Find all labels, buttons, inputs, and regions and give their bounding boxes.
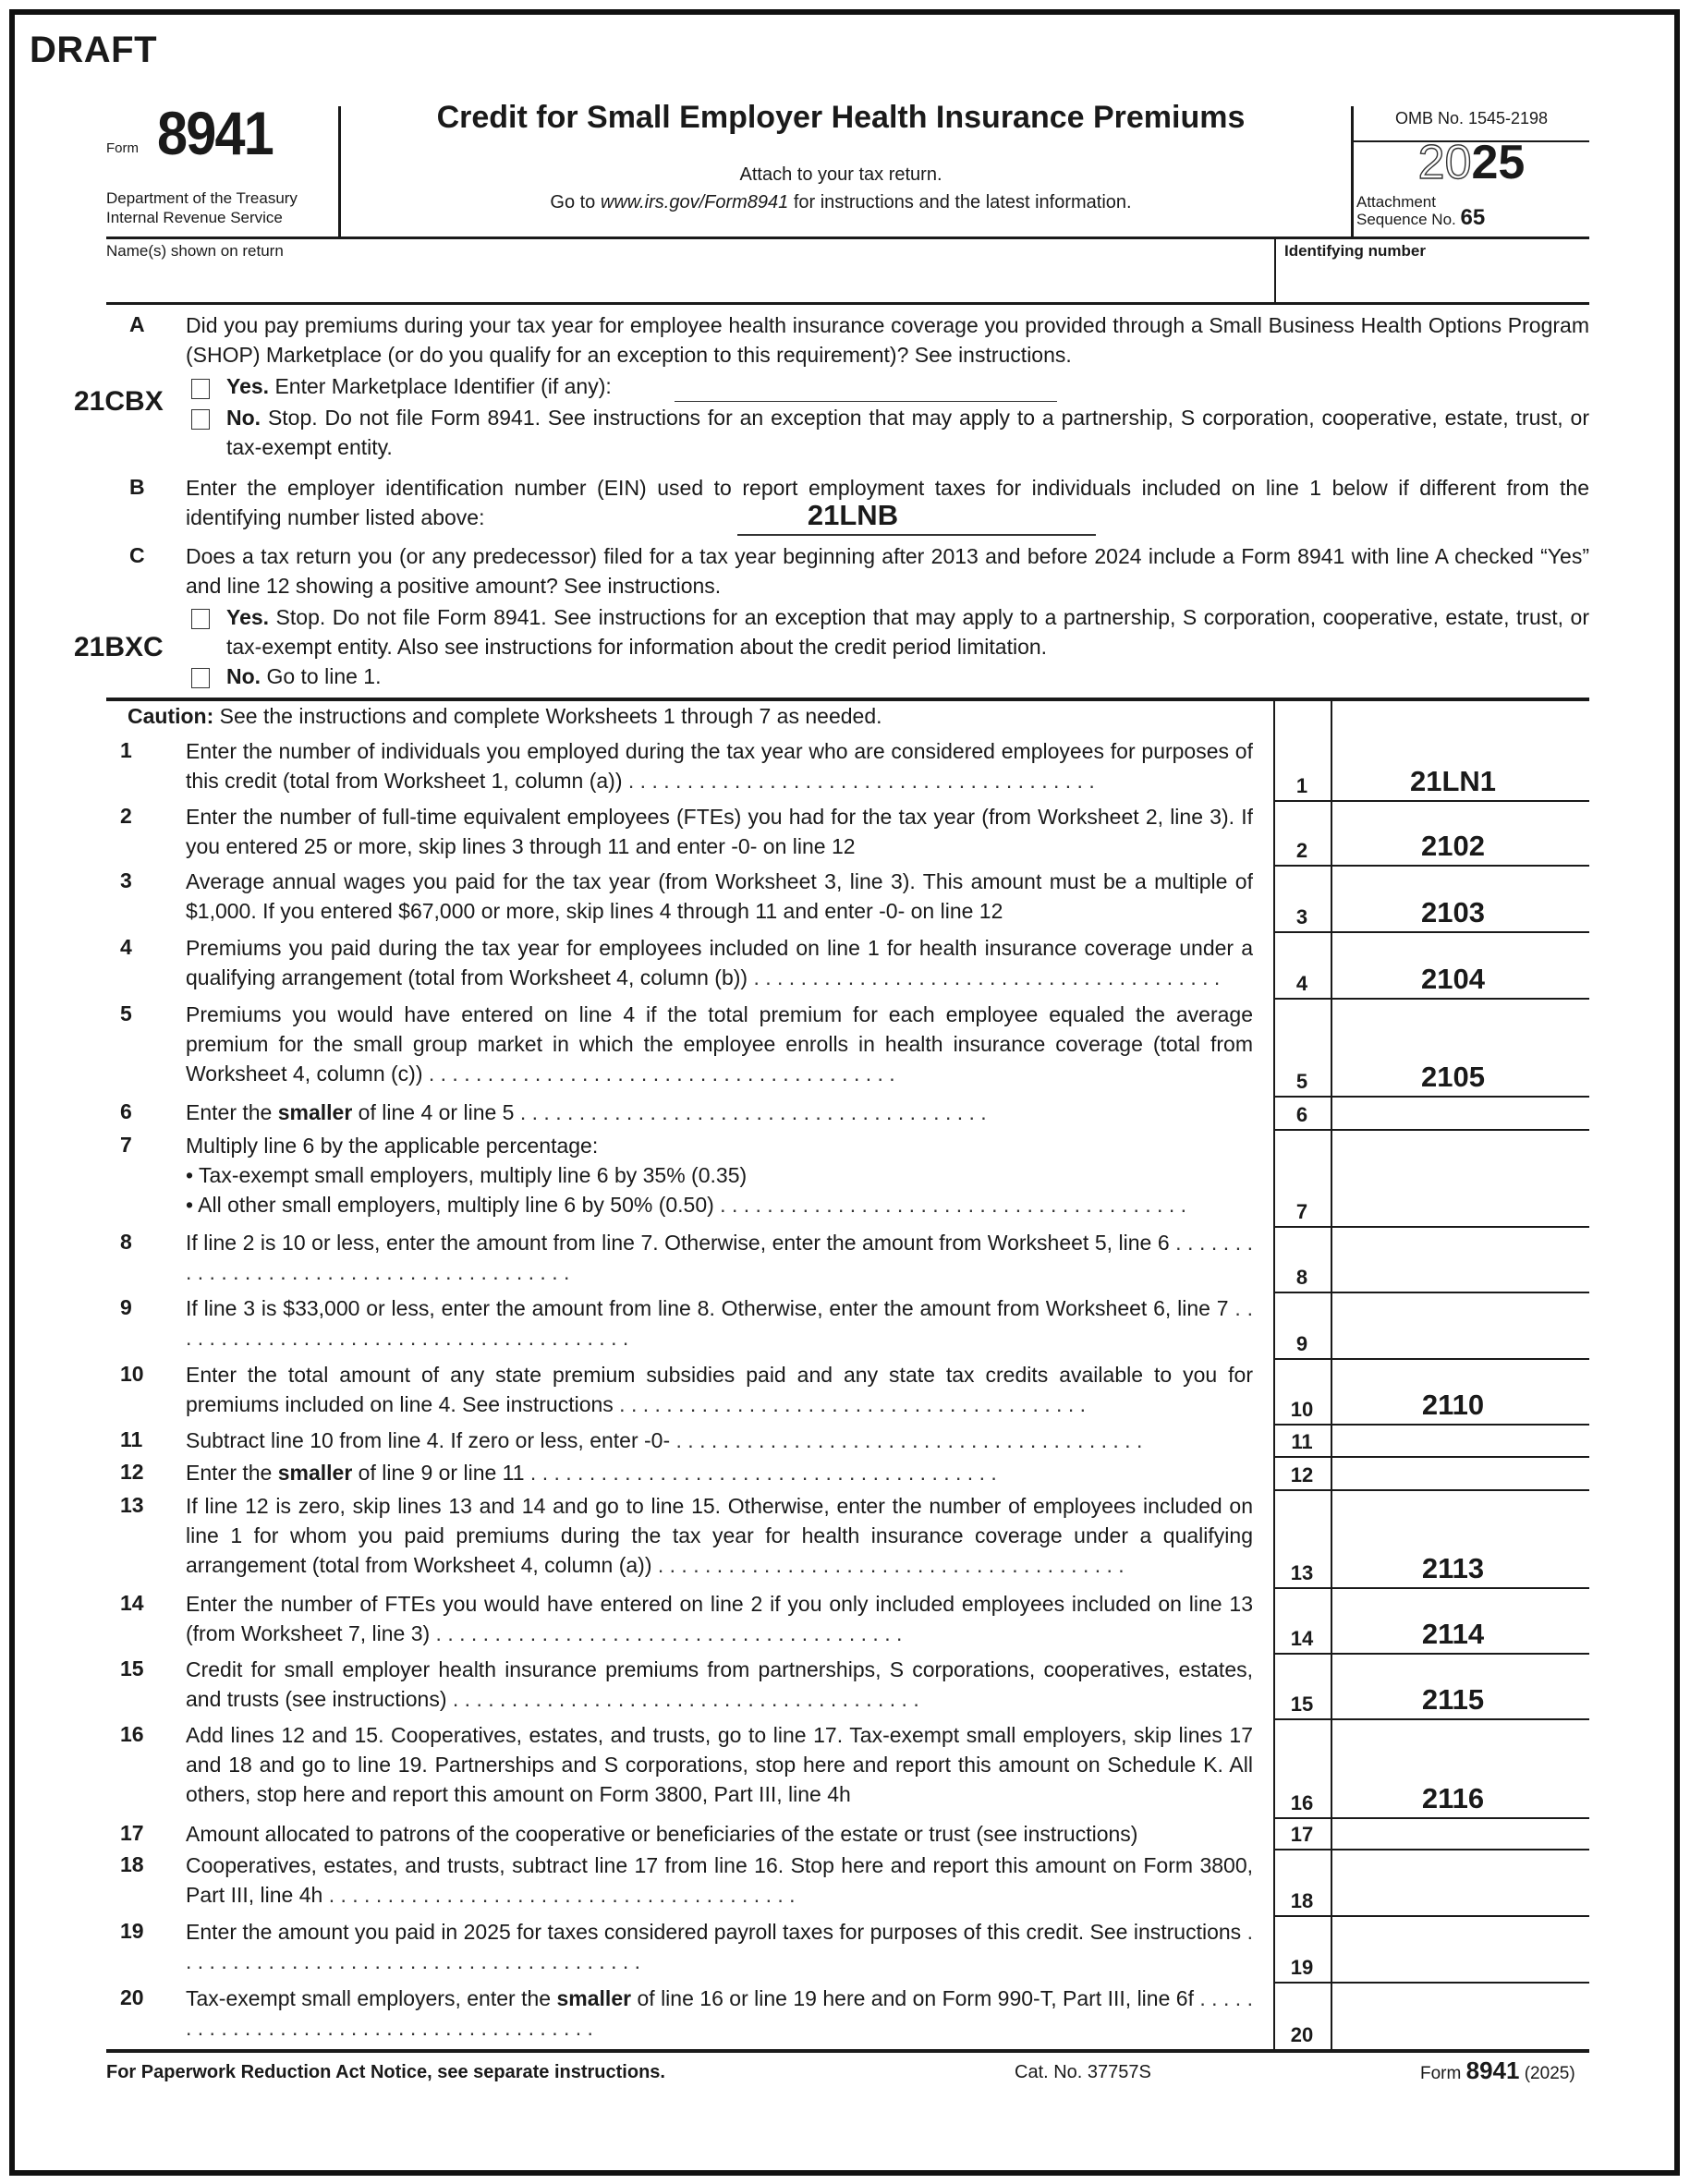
question-c-no-label: No. [226,664,261,688]
header-divider-left [338,106,341,237]
identifying-number-label: Identifying number [1284,242,1426,260]
line-box-number: 1 [1295,774,1308,797]
line-box-number: 5 [1295,1070,1308,1093]
line-description [186,1819,1253,1849]
line-bullet: • Tax-exempt small employers, multiply line 6 by 35% (0.35) [186,1163,748,1187]
leader-dots: . . . . . . . . . . . . . . . . . . . . . . . . . . . . . . . . . . . . . . . . [713,1193,1187,1217]
form-subtitle-instructions [351,192,1331,213]
section-top-rule [106,698,1589,701]
sequence-number: 65 [1460,205,1486,230]
question-a-no [226,403,1589,462]
leader-dots: . . . . . . . . . . . . . . . . . . . . . . . . . . . . . . . . . . . . . . . . [613,1392,1087,1416]
form-label: Form [106,140,139,156]
line-row-rule [1273,1456,1589,1458]
question-a-no-label: No. [226,406,261,430]
marketplace-identifier-input[interactable] [675,373,1057,402]
line-text: Credit for small employer health insurance premiums from partnerships, S corporations, cooperatives, estates, and trusts (see instructions) [186,1657,1253,1711]
leader-dots: . . . . . . . . . . . . . . . . . . . . . . . . . . . . . . . . . . . . . . . . [186,1296,1253,1350]
line-text-pre: Enter the [186,1100,278,1124]
leader-dots: . . . . . . . . . . . . . . . . . . . . . . . . . . . . . . . . . . . . . . . . [186,1920,1253,1973]
line-description [186,1458,1253,1489]
question-c-text: Does a tax return you (or any predecessor) filed for a tax year beginning after 2013 and before 2024 include a Form 8941 with line A checked “Yes” and line 12 showing a positive amount? See instructions. [186,544,1589,598]
line-row-rule [1273,998,1589,1000]
question-b-letter: B [129,475,145,499]
line-number: 13 [120,1493,144,1517]
line-text-emphasis: smaller [277,1461,353,1485]
line-row-rule [1273,1292,1589,1293]
line-description [186,1917,1253,1982]
line-bullet: • All other small employers, multiply line 6 by 50% (0.50) . . . . . . . . . . . . . . . . . . . . . . . . . . . . . . . . . . . . . . . . [186,1193,1187,1217]
form-subtitle-attach: Attach to your tax return. [739,164,942,185]
line-row-rule [1273,1226,1589,1228]
caution-label: Caution: [128,704,214,728]
line-description [186,1293,1253,1358]
leader-dots: . . . . . . . . . . . . . . . . . . . . . . . . . . . . . . . . . . . . . . . . [514,1100,987,1124]
question-a-no-text: Stop. Do not file Form 8941. See instructions for an exception that may apply to a partnership, S corporation, cooperative, estate, trust, or tax-exempt entity. [226,406,1590,459]
line-description [186,1098,1253,1129]
leader-dots: . . . . . . . . . . . . . . . . . . . . . . . . . . . . . . . . . . . . . . . . [651,1553,1125,1577]
line-text-pre: Enter the [186,1461,278,1485]
line-text-post: of line 9 or line 11 [352,1461,525,1485]
line-text: Subtract line 10 from line 4. If zero or less, enter -0- [186,1428,671,1452]
ein-value[interactable]: 21LNB [807,499,899,531]
line-row-rule [1273,800,1589,802]
line-amount-field[interactable]: 2110 [1421,1389,1485,1421]
line-box-number: 12 [1290,1463,1314,1486]
question-a-letter: A [129,312,145,336]
line-amount-field[interactable]: 2103 [1421,896,1485,928]
line-number: 5 [120,1001,132,1025]
line-description [186,736,1253,800]
line-description [186,1131,1253,1226]
question-c-no-checkbox[interactable] [191,668,210,688]
line-row-rule [1273,1489,1589,1491]
question-c-yes [226,602,1589,661]
question-c-yes-text: Stop. Do not file Form 8941. See instructions for an exception that may apply to a partnership, S corporation, cooperative, estate, trust, or tax-exempt entity. Also see instructions for information about the credit period limitation. [226,605,1590,659]
line-description [186,1228,1253,1292]
line-box-number: 20 [1290,2023,1314,2046]
line-box-number: 9 [1295,1332,1308,1355]
line-text-pre: Tax-exempt small employers, enter the [186,1986,557,2010]
line-number: 11 [120,1427,143,1451]
subtitle-post: for instructions and the latest information. [788,192,1132,212]
line-amount-field[interactable]: 21LN1 [1409,765,1497,797]
line-text: Enter the amount you paid in 2025 for taxes considered payroll taxes for purposes of this credit. See instructions [186,1920,1242,1944]
line-number: 8 [120,1230,132,1254]
line-amount-field[interactable]: 2116 [1421,1782,1485,1814]
question-c-no-text: Go to line 1. [266,664,382,688]
line-text: Average annual wages you paid for the tax year (from Worksheet 3, line 3). This amount must be a multiple of $1,000. If you entered $67,000 or more, skip lines 4 through 11 and enter -0- on line 12 [186,869,1253,923]
tax-year-bold: 25 [1471,136,1526,189]
line-text: Cooperatives, estates, and trusts, subtract line 17 from line 16. Stop here and report this amount on Form 3800, Part III, line 4h [186,1853,1253,1907]
line-description [186,867,1253,931]
line-box-number: 14 [1290,1627,1314,1650]
leader-dots: . . . . . . . . . . . . . . . . . . . . . . . . . . . . . . . . . . . . . . . . [446,1687,919,1711]
name-row-bottom-rule [106,302,1589,305]
leader-dots: . . . . . . . . . . . . . . . . . . . . . . . . . . . . . . . . . . . . . . . . [622,769,1095,793]
line-text-post: of line 16 or line 19 here and on Form 990-T, Part III, line 6f [631,1986,1194,2010]
line-box-number: 2 [1295,839,1308,862]
footer-form-year: (2025) [1524,2064,1575,2083]
question-a-yes-checkbox[interactable] [191,379,210,399]
line-text: Premiums you paid during the tax year for employees included on line 1 for health insurance coverage under a qualifying arrangement (total from Worksheet 4, column (b)) [186,936,1253,989]
line-text: If line 3 is $33,000 or less, enter the amount from line 8. Otherwise, enter the amount from Worksheet 6, line 7 [186,1296,1229,1320]
line-text: Enter the total amount of any state premium subsidies paid and any state tax credits available to you for premiums included on line 4. See instructions [186,1363,1253,1416]
name-row-divider [1274,239,1276,304]
line-box-number: 10 [1290,1398,1314,1421]
line-row-rule [1273,1587,1589,1589]
line-description [186,1426,1253,1456]
line-number: 6 [120,1099,132,1123]
line-row-rule [1273,1653,1589,1655]
line-row-rule [1273,1424,1589,1426]
line-box-number: 6 [1295,1103,1308,1126]
line-text: If line 2 is 10 or less, enter the amount from line 7. Otherwise, enter the amount from Worksheet 5, line 6 [186,1231,1170,1255]
caution-text: See the instructions and complete Worksheets 1 through 7 as needed. [213,704,882,728]
question-a-no-checkbox[interactable] [191,409,210,430]
line-box-number: 19 [1290,1956,1314,1979]
line-text: If line 12 is zero, skip lines 13 and 14 and go to line 15. Otherwise, enter the number of employees included on line 1 for whom you paid premiums during the tax year for health insurance coverage under a qualifying arrangement (total from Worksheet 4, column (a)) [186,1494,1253,1577]
line-number: 20 [120,1985,144,2009]
question-c-no [226,661,1150,691]
question-c-yes-checkbox[interactable] [191,609,210,629]
identifying-number-input[interactable] [1280,262,1588,299]
irs-link[interactable]: www.irs.gov/Form8941 [600,192,789,212]
line-amount-field[interactable]: 2114 [1421,1618,1485,1650]
line-box-number: 13 [1290,1561,1314,1584]
form-title: Credit for Small Employer Health Insurance Premiums [436,100,1246,135]
line-row-rule [1273,1718,1589,1720]
line-row-rule [1273,1096,1589,1098]
department [106,188,298,227]
line-text: Add lines 12 and 15. Cooperatives, estates, and trusts, go to line 17. Tax-exempt small employers, skip lines 17 and 18 and go to line 19. Partnerships and S corporations, stop here and report this amount on Schedule K. All others, stop here and report this amount on Form 3800, Part III, line 4h [186,1723,1253,1806]
leader-dots: . . . . . . . . . . . . . . . . . . . . . . . . . . . . . . . . . . . . . . . . [524,1461,997,1485]
question-b-prompt: Enter the employer identification number (EIN) used to report employment taxes for individuals included on line 1 below if different from the identifying number listed above: [186,476,1589,529]
line-number: 18 [120,1852,144,1876]
section-bottom-rule [106,2049,1589,2053]
attachment-label: Attachment [1356,193,1436,211]
line-number: 9 [120,1295,132,1319]
line-number: 4 [120,935,132,959]
department-line2: Internal Revenue Service [106,209,283,226]
line-description [186,1491,1253,1587]
leader-dots: . . . . . . . . . . . . . . . . . . . . . . . . . . . . . . . . . . . . . . . . [422,1062,895,1086]
question-c-yes-label: Yes. [226,605,270,629]
line-description [186,1655,1253,1718]
line-text-emphasis: smaller [556,1986,632,2010]
line-row-rule [1273,1982,1589,1984]
line-number: 7 [120,1133,132,1157]
tax-year [1354,137,1589,188]
header-bottom-rule [106,237,1589,239]
line-box-number: 4 [1295,972,1308,995]
line-amount-field[interactable]: 2104 [1421,963,1485,995]
attachment-sequence [1356,193,1486,230]
line-box-number: 8 [1295,1266,1308,1289]
line-number: 10 [120,1362,144,1386]
omb-number: OMB No. 1545-2198 [1394,109,1549,127]
question-a-yes-label: Yes. [226,374,270,398]
line-amount-field[interactable]: 2113 [1421,1552,1485,1584]
leader-dots: . . . . . . . . . . . . . . . . . . . . . . . . . . . . . . . . . . . . . . . . [186,1231,1253,1284]
department-line1: Department of the Treasury [106,189,298,207]
line-description [186,1984,1253,2049]
line-text-post: of line 4 or line 5 [352,1100,515,1124]
line-row-rule [1273,1358,1589,1360]
names-label: Name(s) shown on return [106,242,284,260]
line-row-rule [1273,1817,1589,1819]
paperwork-notice: For Paperwork Reduction Act Notice, see separate instructions. [106,2062,665,2082]
leader-dots: . . . . . . . . . . . . . . . . . . . . . . . . . . . . . . . . . . . . . . . . [322,1883,796,1907]
sequence-label: Sequence No. [1356,211,1456,228]
line-text: Premiums you would have entered on line 4 if the total premium for each employee equaled the average premium for the small group market in which the employee enrolls in health insurance coverage (total from Worksheet 4, column (c)) [186,1002,1253,1086]
caution-note [128,704,882,729]
line-box-number: 15 [1290,1693,1314,1716]
form-number: 8941 [157,99,273,167]
line-text-emphasis: smaller [277,1100,353,1124]
line-row-rule [1273,931,1589,933]
line-description [186,1850,1253,1915]
draft-watermark: DRAFT [30,30,158,70]
line-amount-field[interactable]: 2105 [1421,1061,1485,1093]
line-row-rule [1273,1129,1589,1131]
line-number: 16 [120,1722,144,1746]
tax-year-outline: 20 [1417,136,1472,189]
line-row-rule [1273,865,1589,867]
question-a-yes-text: Enter Marketplace Identifier (if any): [274,374,612,398]
line-number: 3 [120,868,132,892]
line-box-number: 11 [1291,1430,1313,1453]
line-description [186,1360,1253,1424]
line-description [186,1589,1253,1653]
leader-dots: . . . . . . . . . . . . . . . . . . . . . . . . . . . . . . . . . . . . . . . . [430,1621,903,1645]
line-box-number: 7 [1295,1200,1308,1223]
question-c-letter: C [129,543,145,567]
line-box-number: 17 [1290,1823,1314,1846]
line-description [186,802,1253,865]
question-a-text: Did you pay premiums during your tax year for employee health insurance coverage you provided through a Small Business Health Options Program (SHOP) Marketplace (or do you qualify for an exception to this requirement)? See instructions. [186,313,1589,367]
line-row-rule [1273,1915,1589,1917]
leader-dots: . . . . . . . . . . . . . . . . . . . . . . . . . . . . . . . . . . . . . . . . [186,1986,1253,2040]
line-number: 19 [120,1919,144,1943]
line-amount-field[interactable]: 2102 [1421,830,1485,862]
line-box-number: 18 [1290,1889,1314,1912]
line-amount-field[interactable]: 2115 [1421,1683,1485,1716]
line-number: 12 [120,1460,144,1484]
line-box-number: 3 [1295,905,1308,928]
question-a-code: 21CBX [74,386,164,417]
line-box-number: 16 [1290,1791,1314,1814]
line-row-rule [1273,1849,1589,1850]
line-number: 17 [120,1821,144,1845]
line-number: 1 [120,738,132,762]
ein-underline [737,534,1096,536]
footer-form-word: Form [1420,2064,1462,2083]
line-description [186,1000,1253,1096]
line-text: Enter the number of individuals you employed during the tax year who are considered employees for purposes of this credit (total from Worksheet 1, column (a)) [186,739,1253,793]
line-number: 15 [120,1656,144,1680]
subtitle-pre: Go to [550,192,601,212]
line-text: Multiply line 6 by the applicable percentage: [186,1134,599,1158]
line-number: 2 [120,804,132,828]
line-text: Enter the number of FTEs you would have entered on line 2 if you only included employees included on line 13 (from Worksheet 7, line 3) [186,1592,1253,1645]
line-number: 14 [120,1591,144,1615]
footer-form-id [1420,2057,1575,2085]
line-description [186,1720,1253,1817]
catalog-number: Cat. No. 37757S [1015,2062,1151,2082]
footer-form-number: 8941 [1465,2057,1520,2084]
line-text: Enter the number of full-time equivalent employees (FTEs) you had for the tax year (from Worksheet 2, line 3). If you entered 25 or more, skip lines 3 through 11 and enter -0- on line 12 [186,805,1253,858]
line-text: Amount allocated to patrons of the cooperative or beneficiaries of the estate or trust (see instructions) [186,1822,1138,1846]
leader-dots: . . . . . . . . . . . . . . . . . . . . . . . . . . . . . . . . . . . . . . . . [670,1428,1143,1452]
question-c-code: 21BXC [74,632,164,662]
line-description [186,933,1253,998]
names-input[interactable] [106,262,1265,299]
leader-dots: . . . . . . . . . . . . . . . . . . . . . . . . . . . . . . . . . . . . . . . . [748,965,1221,989]
